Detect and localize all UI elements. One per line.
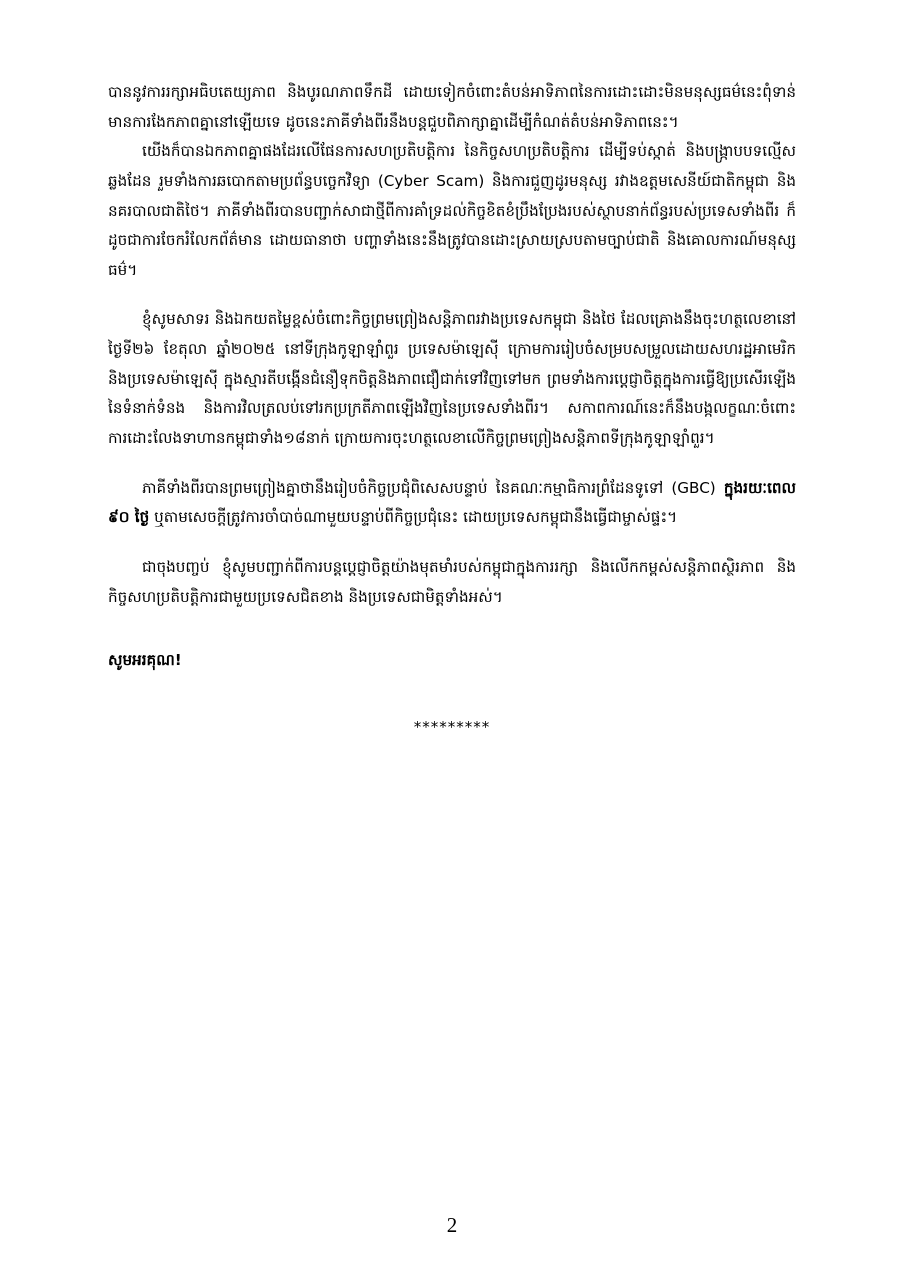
paragraph-3: ខ្ញុំសូមសាទរ និងឯកយតម្លៃខ្ពស់ចំពោះកិច្ចព្រមព្រៀងសន្តិភាពរវាងប្រទេសកម្ពុជា និងថៃ ដែលគ្រោងនឹងចុះហត្ថលេខានៅថ្ងៃទី២៦ ខែតុលា ឆ្នាំ២០២៥ នៅទីក្រុងកូឡាឡាំពួរ ប្រទេសម៉ាឡេស៊ី ក្រោមការរៀបចំសម្របសម្រួលដោយសហរដ្ឋអាមេរិក និងប្រទេសម៉ាឡេស៊ី ក្នុងស្មារតីបង្កើនជំនឿទុកចិត្តនិងភាពជឿជាក់ទៅវិញទៅមក ព្រមទាំងការប្តេជ្ញាចិត្តក្នុងការធ្វើឱ្យប្រសើរឡើងនៃទំនាក់ទំនង និងការវិលត្រលប់ទៅរកប្រក្រតីភាពឡើងវិញនៃប្រទេសទាំងពីរ។ សកាពការណ៍នេះក៏នឹងបង្កលក្ខណៈចំពោះការដោះលែងទាហានកម្ពុជាទាំង១៨នាក់ ក្រោយការចុះហត្ថលេខាលើកិច្ចព្រមព្រៀងសន្តិភាពទីក្រុងកូឡាឡាំពួរ។ <box>108 310 796 448</box>
section-divider: ********* <box>413 718 491 737</box>
paragraph-4-text-after: ឬតាមសេចក្តីត្រូវការចាំបាច់ណាមួយបន្ទាប់ពីកិច្ចប្រជុំនេះ ដោយប្រទេសកម្ពុជានឹងធ្វើជាម្ចាស់ផ្ទះ។ <box>149 508 678 527</box>
paragraph-4-text-before: ភាគីទាំងពីរបានព្រមព្រៀងគ្នាថានឹងរៀបចំកិច្ចប្រជុំពិសេសបន្ទាប់ នៃគណៈកម្មាធិការព្រំដែនទូទៅ (GBC) <box>142 478 724 497</box>
paragraph-4-highlight: ក្នុងរយៈពេល ៩០ ថ្ងៃ <box>108 478 796 527</box>
paragraph-1: បាននូវការរក្សាអធិបតេយ្យភាព និងបូរណភាពទឹកដី ដោយទៀកចំពោះតំបន់អាទិភាពនៃការដោះដោះមិនមនុស្សធម៌នេះពុំទាន់មានការងែកភាពគ្នានៅឡើយទេ ដូចនេះភាគីទាំងពីរនឹងបន្តជួបពិភាក្សាគ្នាដើម្បីកំណត់តំបន់អាទិភាពនេះ។ <box>108 83 796 131</box>
paragraph-2: យើងក៏បានឯកភាពគ្នាផងដែរលើផែនការសហប្រតិបត្តិការ នៃកិច្ចសហប្រតិបត្តិការ ដើម្បីទប់ស្កាត់ និងបង្រ្កាបបទល្មើសឆ្លងដែន រួមទាំងការឆបោកតាមប្រព័ន្ធបច្ចេកវិទ្យា (Cyber Scam) និងការជួញដូរមនុស្ស រវាងឧត្តមសេនីយ៍ជាតិកម្ពុជា និងនគរបាលជាតិថៃ។ ភាគីទាំងពីរបានបញ្ជាក់សាជាថ្មីពីការគាំទ្រដល់កិច្ចខិតខំប្រឹងប្រែងរបស់ស្ថាបនាក់ព័ន្ធរបស់ប្រទេសទាំងពីរ ក៏ដូចជាការចែករំលែកព័ត៌មាន ដោយធានាថា បញ្ហាទាំងនេះនឹងត្រូវបានដោះស្រាយស្របតាមច្បាប់ជាតិ និងគោលការណ៍មនុស្សធម៌។ <box>108 142 796 279</box>
paragraph-5: ជាចុងបញ្ចប់ ខ្ញុំសូមបញ្ជាក់ពីការបន្តប្តេជ្ញាចិត្តយ៉ាងមុតមាំរបស់កម្ពុជាក្នុងការរក្សា និងលើកកម្ពស់សន្តិភាពស្ថិរភាព និងកិច្ចសហប្រតិបត្តិការជាមួយប្រទេសជិតខាង និងប្រទេសជាមិត្តទាំងអស់។ <box>108 557 796 606</box>
page-number: 2 <box>446 1213 458 1237</box>
paragraph-4 <box>108 474 796 533</box>
document-body <box>108 78 796 742</box>
closing-thanks: សូមអរគុណ! <box>108 651 182 670</box>
